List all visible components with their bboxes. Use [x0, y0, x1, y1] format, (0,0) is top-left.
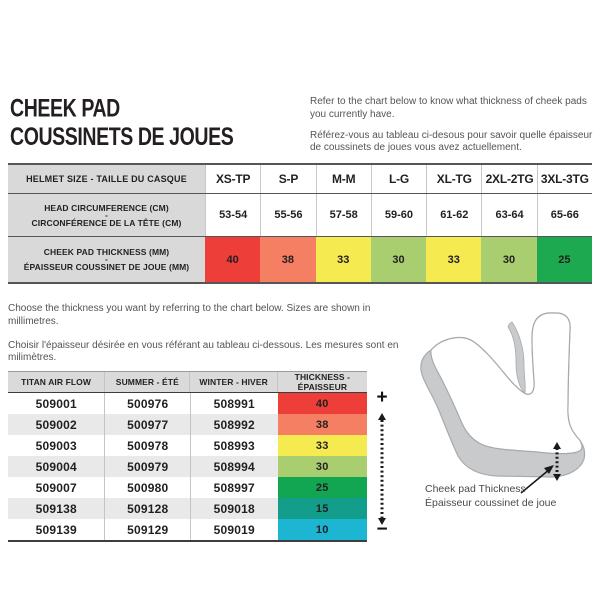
part-table-row — [8, 435, 367, 456]
part-number-summer: 509129 — [104, 519, 190, 540]
part-table-row — [8, 498, 367, 519]
size-column-header: S-P — [260, 165, 315, 193]
size-column-header: 2XL-2TG — [481, 165, 536, 193]
part-number-summer: 500980 — [104, 477, 190, 498]
circumference-row-label — [8, 194, 205, 236]
part-number-summer: 500978 — [104, 435, 190, 456]
choose-text — [8, 303, 408, 376]
scale-dotted-arrow — [375, 412, 389, 526]
part-table-header: THICKNESS - ÉPAISSEUR — [277, 372, 367, 392]
part-number-titan: 509003 — [35, 438, 77, 453]
size-column-header: 3XL-3TG — [537, 165, 592, 193]
thickness-row-label — [8, 237, 205, 282]
part-number-titan: 509138 — [35, 501, 77, 516]
thickness-value-cell: 38 — [278, 414, 368, 435]
part-number-winter: 508993 — [190, 435, 278, 456]
thickness-value-cell: 30 — [278, 456, 368, 477]
thickness-value-cell: 33 — [278, 435, 368, 456]
part-table-row — [8, 456, 367, 477]
size-table — [8, 163, 592, 284]
diagram-label-fr: Épaisseur coussinet de joue — [425, 496, 557, 509]
thickness-value-cell: 33 — [316, 237, 371, 282]
size-column-header: XS-TP — [205, 165, 260, 193]
thickness-value-cell: 30 — [481, 237, 536, 282]
circumference-value: 55-56 — [260, 194, 315, 236]
scale-plus-sign: + — [376, 387, 388, 408]
part-number-titan: 509007 — [35, 480, 77, 495]
circumference-value: 65-66 — [537, 194, 592, 236]
part-table — [8, 371, 367, 542]
intro-text — [310, 96, 600, 163]
part-number-winter: 509019 — [190, 519, 278, 540]
part-table-row — [8, 414, 367, 435]
part-number-titan: 509139 — [35, 522, 77, 537]
circumference-label-en: HEAD CIRCUMFERENCE (CM) — [44, 202, 169, 213]
part-table-row — [8, 393, 367, 414]
size-table-header-row — [8, 165, 592, 193]
part-table-row — [8, 477, 367, 498]
thickness-value-cell: 10 — [278, 519, 368, 540]
circumference-value: 61-62 — [426, 194, 481, 236]
diagram-label-en: Cheek pad Thickness — [425, 483, 526, 495]
part-table-header-row — [8, 372, 367, 393]
thickness-value-cell: 30 — [371, 237, 426, 282]
page-title-fr: COUSSINETS DE JOUES — [10, 122, 234, 151]
circumference-value: 59-60 — [371, 194, 426, 236]
thickness-value-cell: 15 — [278, 498, 368, 519]
scale-minus-sign: − — [376, 519, 388, 540]
size-table-corner-header: HELMET SIZE - TAILLE DU CASQUE — [8, 165, 205, 193]
circumference-value: 53-54 — [205, 194, 260, 236]
thickness-label-fr: ÉPAISSEUR COUSSINET DE JOUE (MM) — [23, 262, 190, 272]
circumference-row — [8, 193, 592, 236]
cheek-pad-diagram — [405, 310, 595, 510]
diagram-label — [425, 483, 556, 510]
part-number-titan: 509002 — [35, 417, 77, 432]
part-number-titan: 509004 — [35, 459, 77, 474]
part-number-winter: 508997 — [190, 477, 278, 498]
part-number-titan: 509001 — [35, 396, 77, 411]
part-table-header: TITAN AIR FLOW — [21, 377, 92, 387]
thickness-row — [8, 236, 592, 282]
part-number-summer: 500977 — [104, 414, 190, 435]
circumference-value: 63-64 — [481, 194, 536, 236]
size-column-header: L-G — [371, 165, 426, 193]
choose-text-fr: Choisir l'épaisseur désirée en vous référant au tableau ci-dessous. Les mesures sont en milimètres. — [8, 339, 399, 364]
part-number-winter: 509018 — [190, 498, 278, 519]
part-table-row — [8, 519, 367, 540]
label-dash: - — [105, 255, 108, 264]
circumference-value: 57-58 — [316, 194, 371, 236]
thickness-value-cell: 38 — [260, 237, 315, 282]
part-number-winter: 508991 — [190, 393, 278, 414]
intro-text-fr: Référez-vous au tableau ci-desous pour savoir quelle épaisseur de coussinets de joues vous avez actuellement. — [310, 129, 593, 154]
part-number-winter: 508992 — [190, 414, 278, 435]
thickness-value-cell: 33 — [426, 237, 481, 282]
part-number-summer: 509128 — [104, 498, 190, 519]
part-table-header: WINTER - HIVER — [189, 372, 276, 392]
choose-text-en: Choose the thickness you want by referring to the chart below. Sizes are shown in millimetres. — [8, 303, 371, 327]
part-number-summer: 500979 — [104, 456, 190, 477]
thickness-value-cell: 25 — [278, 477, 368, 498]
size-column-header: XL-TG — [426, 165, 481, 193]
part-table-header: SUMMER - ÉTÉ — [104, 372, 189, 392]
page-title — [10, 94, 233, 150]
thickness-value-cell: 25 — [537, 237, 592, 282]
label-dash: - — [105, 210, 108, 220]
page-title-en: CHEEK PAD — [10, 94, 120, 123]
thickness-value-cell: 40 — [205, 237, 260, 282]
thickness-value-cell: 40 — [278, 393, 368, 414]
size-column-header: M-M — [316, 165, 371, 193]
circumference-label-fr: CIRCONFÉRENCE DE LA TÊTE (CM) — [31, 217, 182, 228]
part-number-winter: 508994 — [190, 456, 278, 477]
intro-text-en: Refer to the chart below to know what thickness of cheek pads you currently have. — [310, 96, 587, 120]
thickness-label-en: CHEEK PAD THICKNESS (MM) — [43, 247, 170, 257]
part-number-summer: 500976 — [104, 393, 190, 414]
